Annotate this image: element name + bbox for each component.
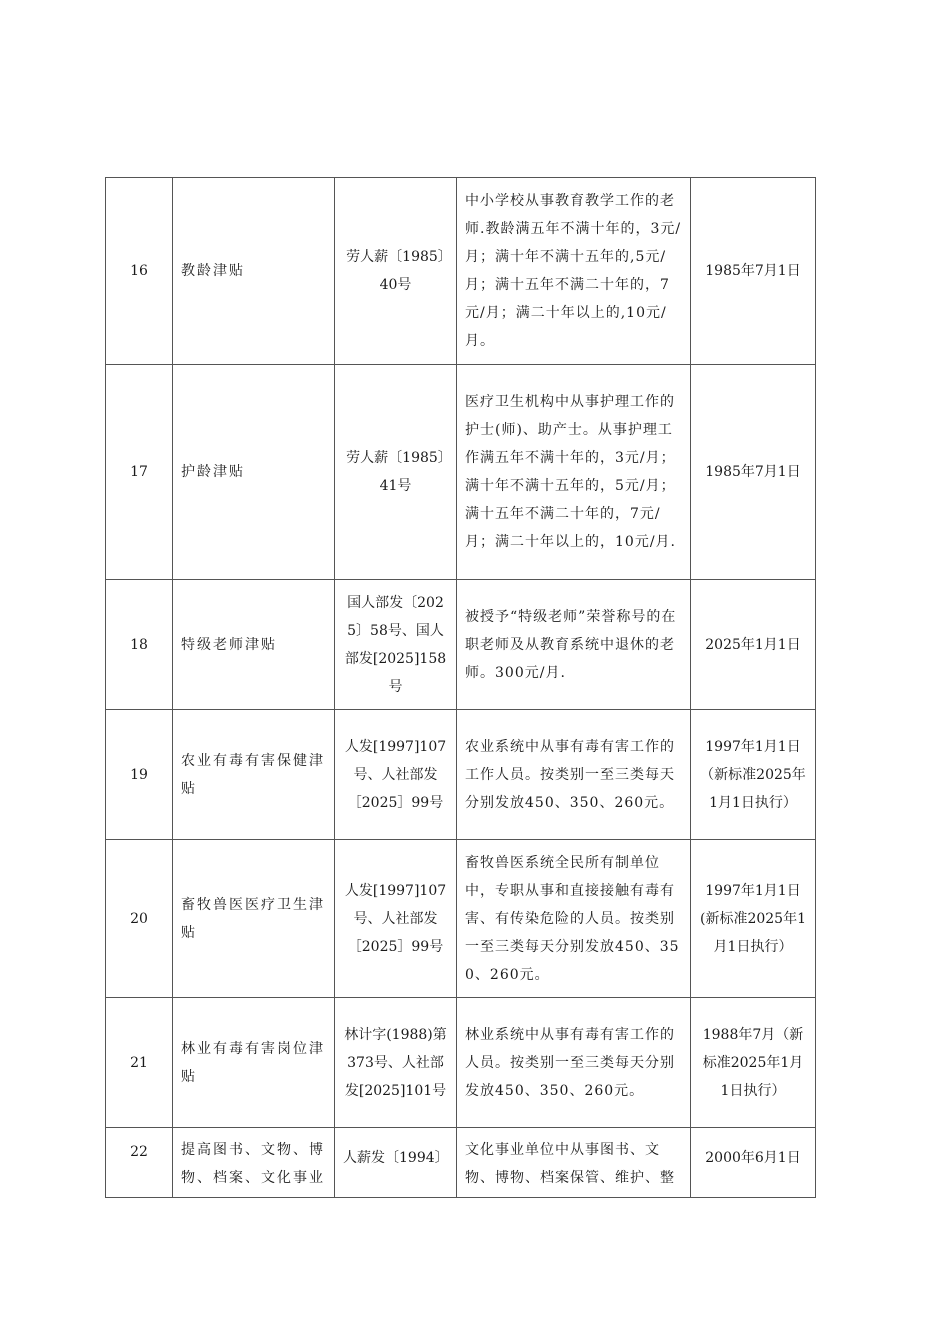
allowance-name: 特级老师津贴 <box>173 580 335 710</box>
table-row <box>106 178 816 365</box>
row-number: 18 <box>106 580 173 710</box>
table-row <box>106 998 816 1128</box>
row-number: 19 <box>106 710 173 840</box>
table-row <box>106 580 816 710</box>
document-reference: 人发[1997]107号、人社部发［2025］99号 <box>335 710 457 840</box>
effective-date: 1985年7月1日 <box>691 365 816 580</box>
table-row <box>106 840 816 998</box>
document-reference: 人薪发〔1994〕 <box>335 1128 457 1198</box>
allowance-name: 林业有毒有害岗位津贴 <box>173 998 335 1128</box>
document-reference: 劳人薪〔1985〕40号 <box>335 178 457 365</box>
row-number: 17 <box>106 365 173 580</box>
allowance-name: 农业有毒有害保健津贴 <box>173 710 335 840</box>
allowance-description: 林业系统中从事有毒有害工作的人员。按类别一至三类每天分别发放450、350、260元。 <box>457 998 691 1128</box>
allowance-name: 畜牧兽医医疗卫生津贴 <box>173 840 335 998</box>
effective-date: 2000年6月1日 <box>691 1128 816 1198</box>
document-reference: 劳人薪〔1985〕41号 <box>335 365 457 580</box>
allowance-description: 被授予“特级老师”荣誉称号的在职老师及从教育系统中退休的老师。300元/月. <box>457 580 691 710</box>
document-reference: 林计字(1988)第373号、人社部发[2025]101号 <box>335 998 457 1128</box>
document-reference: 人发[1997]107号、人社部发［2025］99号 <box>335 840 457 998</box>
effective-date: 1997年1月1日（新标准2025年1月1日执行） <box>691 710 816 840</box>
allowance-name: 教龄津贴 <box>173 178 335 365</box>
effective-date: 1988年7月（新标准2025年1月1日执行） <box>691 998 816 1128</box>
row-number: 21 <box>106 998 173 1128</box>
row-number: 22 <box>106 1128 173 1198</box>
row-number: 16 <box>106 178 173 365</box>
effective-date: 1997年1月1日(新标准2025年1月1日执行） <box>691 840 816 998</box>
allowance-table <box>105 177 816 1198</box>
allowance-description: 文化事业单位中从事图书、文物、博物、档案保管、维护、整 <box>457 1128 691 1198</box>
table-row <box>106 710 816 840</box>
allowance-description: 畜牧兽医系统全民所有制单位中，专职从事和直接接触有毒有害、有传染危险的人员。按类别一至三类每天分别发放450、350、260元。 <box>457 840 691 998</box>
effective-date: 1985年7月1日 <box>691 178 816 365</box>
allowance-name: 护龄津贴 <box>173 365 335 580</box>
document-reference: 国人部发〔2025〕58号、国人部发[2025]158号 <box>335 580 457 710</box>
table-row <box>106 1128 816 1198</box>
allowance-description: 农业系统中从事有毒有害工作的工作人员。按类别一至三类每天分别发放450、350、260元。 <box>457 710 691 840</box>
effective-date: 2025年1月1日 <box>691 580 816 710</box>
row-number: 20 <box>106 840 173 998</box>
allowance-description: 医疗卫生机构中从事护理工作的护士(师)、助产士。从事护理工作满五年不满十年的，3元/月；满十年不满十五年的，5元/月；满十五年不满二十年的，7元/月；满二十年以上的，10元/月. <box>457 365 691 580</box>
allowance-name: 提高图书、文物、博物、档案、文化事业 <box>173 1128 335 1198</box>
table-row <box>106 365 816 580</box>
allowance-description: 中小学校从事教育教学工作的老师.教龄满五年不满十年的，3元/月；满十年不满十五年的,5元/月；满十五年不满二十年的，7元/月；满二十年以上的,10元/月。 <box>457 178 691 365</box>
